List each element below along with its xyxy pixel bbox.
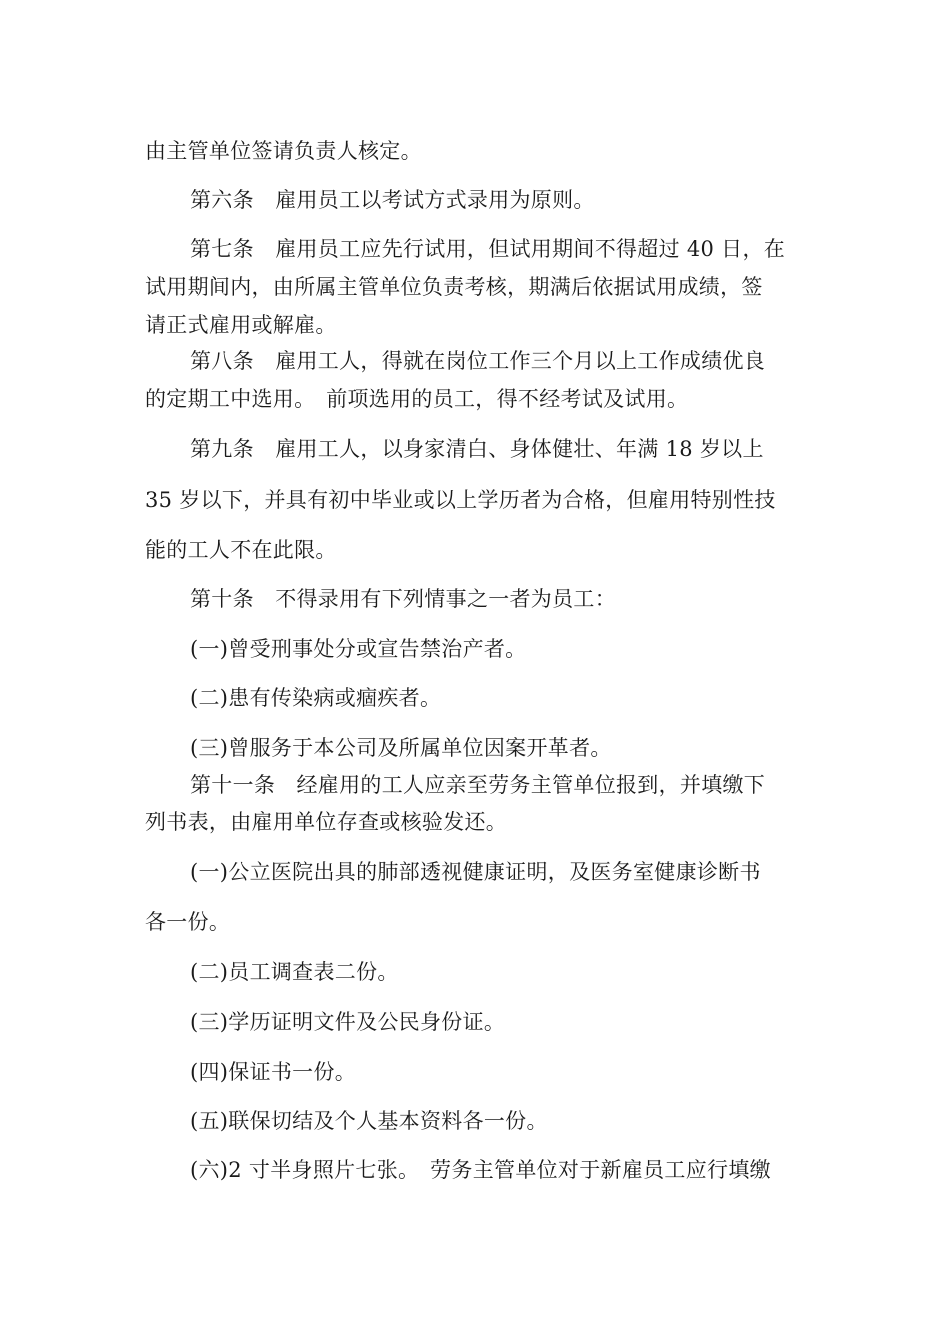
text-line: 能的工人不在此限。 — [145, 538, 337, 562]
article-8: 第八条 雇用工人，得就在岗位工作三个月以上工作成绩优良 — [190, 349, 766, 373]
list-item: (五)联保切结及个人基本资料各一份。 — [190, 1109, 548, 1133]
list-item: (一)公立医院出具的肺部透视健康证明，及医务室健康诊断书 — [190, 860, 761, 884]
list-item: (二)患有传染病或痼疾者。 — [190, 686, 442, 710]
text-line: 由主管单位签请负责人核定。 — [145, 139, 422, 163]
article-9: 第九条 雇用工人，以身家清白、身体健壮、年满 18 岁以上 — [190, 437, 764, 461]
article-10: 第十条 不得录用有下列情事之一者为员工： — [190, 587, 616, 611]
article-11: 第十一条 经雇用的工人应亲至劳务主管单位报到，并填缴下 — [190, 773, 766, 797]
list-item: (四)保证书一份。 — [190, 1060, 357, 1084]
list-item: (二)员工调查表二份。 — [190, 960, 399, 984]
article-6: 第六条 雇用员工以考试方式录用为原则。 — [190, 188, 595, 212]
text-line: 列书表，由雇用单位存查或核验发还。 — [145, 810, 508, 834]
text-line: 试用期间内，由所属主管单位负责考核，期满后依据试用成绩，签 — [145, 275, 763, 299]
text-line: 35 岁以下，并具有初中毕业或以上学历者为合格，但雇用特别性技 — [145, 488, 776, 512]
list-item: (三)曾服务于本公司及所属单位因案开革者。 — [190, 736, 612, 760]
article-7: 第七条 雇用员工应先行试用，但试用期间不得超过 40 日，在 — [190, 237, 786, 261]
text-line: 的定期工中选用。 前项选用的员工，得不经考试及试用。 — [145, 387, 689, 411]
text-line: 请正式雇用或解雇。 — [145, 313, 337, 337]
list-item: (三)学历证明文件及公民身份证。 — [190, 1010, 506, 1034]
text-line: 各一份。 — [145, 910, 231, 934]
list-item: (六)2 寸半身照片七张。 劳务主管单位对于新雇员工应行填缴 — [190, 1158, 771, 1182]
list-item: (一)曾受刑事处分或宣告禁治产者。 — [190, 637, 527, 661]
